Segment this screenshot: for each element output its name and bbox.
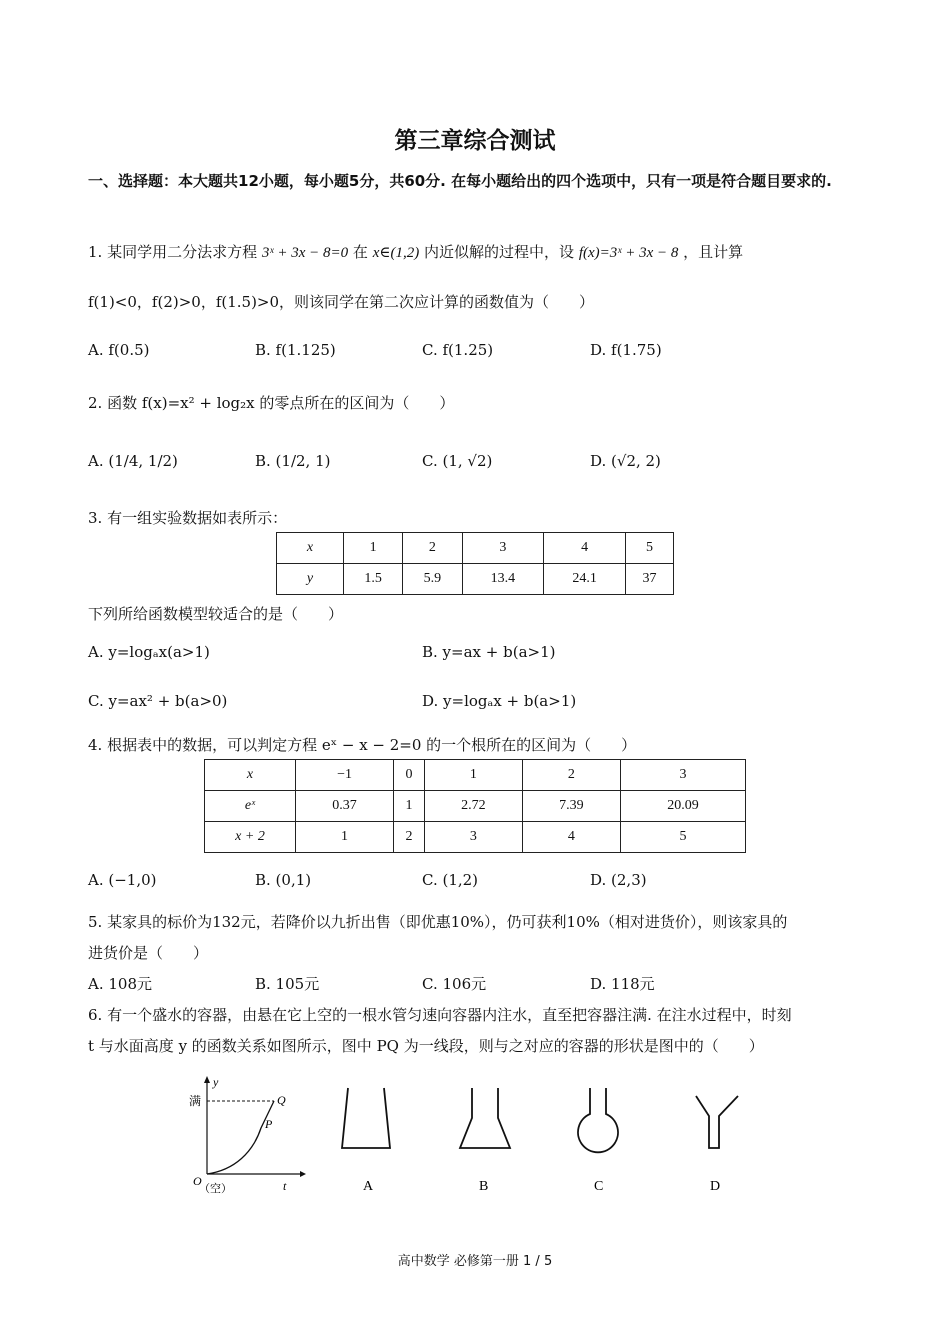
table-cell: 37	[625, 564, 673, 595]
table-cell: 5	[620, 822, 745, 853]
table-cell: 1.5	[344, 564, 403, 595]
table-cell: x + 2	[205, 822, 296, 853]
q2-option-c[interactable]: C. (1, √2)	[422, 452, 493, 470]
q4-option-b[interactable]: B. (0,1)	[255, 871, 312, 889]
q1-text-a: 1. 某同学用二分法求方程	[88, 243, 258, 261]
table-cell: 0	[394, 760, 425, 791]
q1-option-c[interactable]: C. f(1.25)	[422, 341, 494, 359]
q1-range: x∈(1,2)	[372, 245, 420, 261]
table-cell: 3	[462, 533, 544, 564]
q5-option-b[interactable]: B. 105元	[255, 975, 320, 993]
y-axis-arrow-icon	[204, 1076, 210, 1083]
page-footer: 高中数学 必修第一册 1 / 5	[397, 1254, 553, 1269]
table-cell: 0.37	[296, 791, 394, 822]
table-cell: 2	[522, 760, 620, 791]
table-cell: 20.09	[620, 791, 745, 822]
q4-option-c[interactable]: C. (1,2)	[422, 871, 479, 889]
table-cell: 5	[625, 533, 673, 564]
graph-label-origin: O	[193, 1174, 202, 1188]
q2-option-d[interactable]: D. (√2, 2)	[590, 452, 661, 470]
table-cell: 1	[344, 533, 403, 564]
water-level-graph	[185, 1070, 310, 1200]
graph-label-q: Q	[277, 1093, 286, 1107]
water-level-curve	[207, 1101, 274, 1174]
graph-label-empty: （空）	[199, 1182, 232, 1195]
section-heading: 一、选择题：本大题共12小题，每小题5分，共60分. 在每小题给出的四个选项中，只有一项是符合题目要求的.	[88, 172, 832, 190]
table-cell: y	[277, 564, 344, 595]
q3-option-c[interactable]: C. y=ax² + b(a>0)	[88, 692, 228, 710]
container-d-label: D	[710, 1179, 721, 1194]
table-cell: 7.39	[522, 791, 620, 822]
table-cell: 1	[296, 822, 394, 853]
question-1-line-1	[88, 241, 743, 262]
q5-option-d[interactable]: D. 118元	[590, 975, 655, 993]
q1-text-c: 内近似解的过程中，设	[424, 243, 575, 261]
question-2-stem: 2. 函数 f(x)=x² + log₂x 的零点所在的区间为（ ）	[88, 394, 455, 412]
question-5-line-2: 进货价是（ ）	[88, 944, 209, 962]
container-b-label: B	[479, 1179, 489, 1194]
table-row	[277, 564, 674, 595]
table-cell: 3	[620, 760, 745, 791]
q1-text-d: ，且计算	[683, 243, 744, 261]
q1-function: f(x)=3ˣ + 3x − 8	[578, 245, 679, 261]
container-shapes	[330, 1080, 770, 1200]
table-row	[205, 791, 746, 822]
table-cell: 2	[394, 822, 425, 853]
container-a-label: A	[363, 1179, 374, 1194]
table-cell: 1	[424, 760, 522, 791]
table-cell: 24.1	[544, 564, 626, 595]
t-axis-arrow-icon	[300, 1171, 306, 1177]
q1-equation: 3ˣ + 3x − 8=0	[261, 245, 349, 261]
q2-option-b[interactable]: B. (1/2, 1)	[255, 452, 331, 470]
question-5-line-1: 5. 某家具的标价为132元，若降价以九折出售（即优惠10%），仍可获利10%（相对进货价），则该家具的	[88, 913, 788, 931]
container-b	[460, 1088, 510, 1194]
table-cell: 1	[394, 791, 425, 822]
table-cell: 13.4	[462, 564, 544, 595]
container-d	[696, 1096, 738, 1194]
q5-option-a[interactable]: A. 108元	[88, 975, 152, 993]
q1-option-a[interactable]: A. f(0.5)	[88, 341, 150, 359]
table-cell: 2.72	[424, 791, 522, 822]
table-row	[205, 822, 746, 853]
table-cell: 2	[403, 533, 462, 564]
graph-label-p: P	[265, 1117, 273, 1131]
q5-option-c[interactable]: C. 106元	[422, 975, 487, 993]
q3-data-table	[276, 532, 674, 595]
table-cell: 3	[424, 822, 522, 853]
graph-label-y: y	[213, 1075, 219, 1089]
graph-label-t: t	[283, 1179, 287, 1193]
q3-option-b[interactable]: B. y=ax + b(a>1)	[422, 643, 556, 661]
q4-option-a[interactable]: A. (−1,0)	[88, 871, 157, 889]
q2-option-a[interactable]: A. (1/4, 1/2)	[88, 452, 178, 470]
q3-option-a[interactable]: A. y=logₐx(a>1)	[88, 643, 210, 661]
table-cell: 5.9	[403, 564, 462, 595]
q3-option-d[interactable]: D. y=logₐx + b(a>1)	[422, 692, 577, 710]
table-row	[205, 760, 746, 791]
table-cell: x	[205, 760, 296, 791]
page-title: 第三章综合测试	[394, 128, 556, 154]
table-cell: eˣ	[205, 791, 296, 822]
question-1-line-2: f(1)<0，f(2)>0，f(1.5)>0，则该同学在第二次应计算的函数值为（ ）	[88, 293, 595, 311]
table-cell: 4	[522, 822, 620, 853]
container-c	[578, 1088, 618, 1194]
table-cell: x	[277, 533, 344, 564]
q1-option-d[interactable]: D. f(1.75)	[590, 341, 662, 359]
question-4-stem: 4. 根据表中的数据，可以判定方程 eˣ − x − 2=0 的一个根所在的区间为（ ）	[88, 736, 637, 754]
question-6-line-1: 6. 有一个盛水的容器，由悬在它上空的一根水管匀速向容器内注水，直至把容器注满. 在注水过程中，时刻	[88, 1006, 792, 1024]
q4-data-table	[204, 759, 746, 853]
q4-option-d[interactable]: D. (2,3)	[590, 871, 647, 889]
q1-text-b: 在	[352, 243, 368, 261]
question-3-stem: 3. 有一组实验数据如表所示：	[88, 509, 288, 527]
question-6-line-2: t 与水面高度 y 的函数关系如图所示，图中 PQ 为一线段，则与之对应的容器的形状是图中的（ ）	[88, 1037, 764, 1055]
table-cell: −1	[296, 760, 394, 791]
q1-option-b[interactable]: B. f(1.125)	[255, 341, 336, 359]
container-a	[342, 1088, 390, 1194]
container-c-label: C	[594, 1179, 604, 1194]
q3-prompt: 下列所给函数模型较适合的是（ ）	[88, 605, 344, 623]
table-cell: 4	[544, 533, 626, 564]
graph-label-full: 满	[189, 1094, 202, 1108]
table-row	[277, 533, 674, 564]
